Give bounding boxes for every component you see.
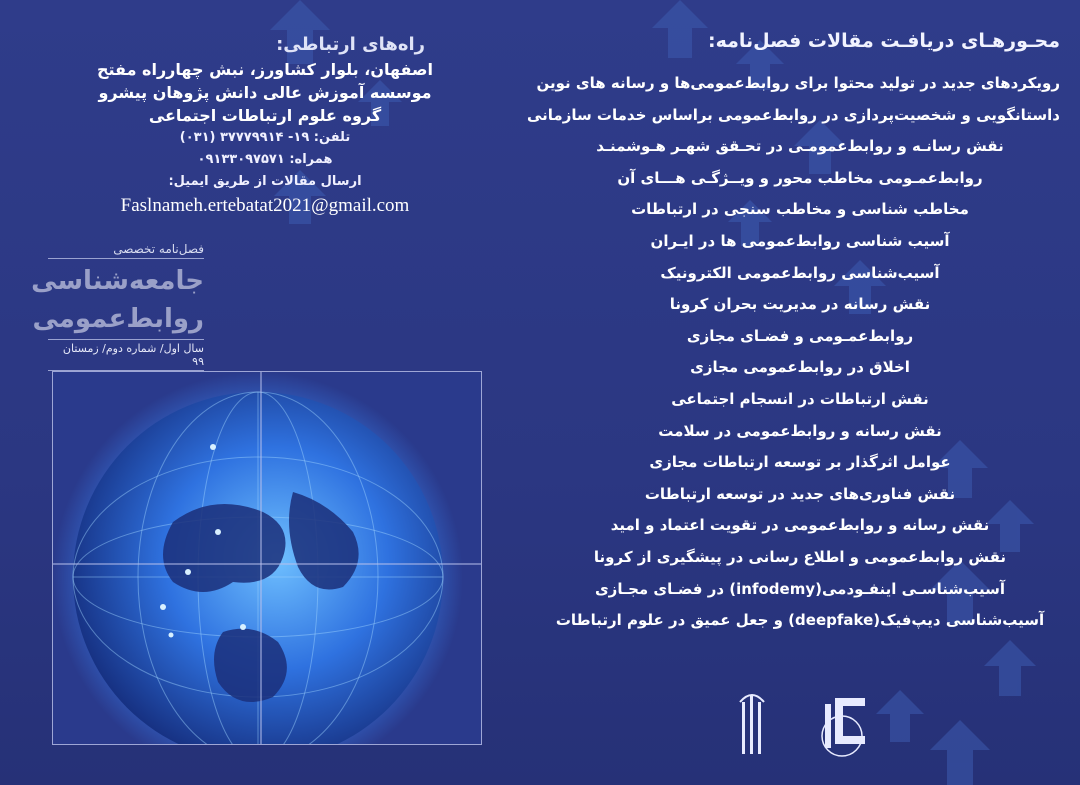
contact-title: راه‌های ارتباطی: (276, 34, 425, 55)
journal-name-line-2: روابط‌عمومی (32, 304, 204, 334)
topic-item: اخلاق در روابط‌عمومی مجازی (690, 358, 910, 377)
journal-type-label: فصل‌نامه تخصصی (48, 242, 204, 259)
topic-item: نقش فناوری‌های جدید در توسعه ارتباطات (644, 484, 956, 503)
topic-item: آسیب‌شناسی روابط‌عمومی الکترونیک (660, 263, 940, 282)
email-address[interactable]: Faslnameh.ertebatat2021@gmail.com (120, 195, 410, 216)
topic-item: نقش رسانـه و روابط‌عمومـی در تحـقق شهـر هـوشمنـد (596, 137, 1004, 156)
topic-item: نقش رسانه و روابط‌عمومی در تقویت اعتماد و امید (610, 516, 990, 535)
topic-item: عوامل اثرگذار بر توسعه ارتباطات مجازی (649, 453, 951, 472)
topic-item: آسیب‌شناسی دیپ‌فیک(deepfake) و جعل عمیق در علوم ارتباطات (555, 611, 1045, 630)
institute-name: موسسه آموزش عالی دانش پژوهان پیشرو (98, 83, 432, 102)
topic-item: روابط‌عمـومی مخاطب محور و ویــژگـی هـــای آن (617, 168, 983, 187)
topic-item: نقش رسانه در مدیریت بحران کرونا (669, 295, 931, 314)
topics-list (526, 68, 1060, 637)
topic-item: نقش ارتباطات در انسجام اجتماعی (671, 389, 929, 408)
topic-item: رویکردهای جدید در تولید محتوا برای روابط‌عمومی‌ها و رسانه‌ های نوین (536, 74, 1060, 92)
email-label: ارسال مقالات از طریق ایمیل: (168, 174, 362, 189)
globe-illustration (53, 372, 481, 744)
topic-item: آسیب شناسی روابط‌عمومی ها در ایـران (650, 231, 950, 250)
topics-title: محـورهـای دریافـت مقالات فصل‌نامه: (708, 30, 1060, 52)
globe-image (52, 371, 482, 745)
institution-logos (730, 688, 890, 768)
phone-number: تلفن: ۱۹- ۳۷۷۷۹۹۱۴ (۰۳۱) (179, 130, 351, 145)
topic-item: روابط‌عمـومی و فضـای مجازی (686, 326, 914, 345)
journal-issue: سال اول/ شماره دوم/ زمستان ۹۹ (48, 339, 204, 371)
contact-panel (95, 32, 435, 219)
journal-badge (31, 242, 204, 387)
address-line: اصفهان، بلوار کشاورز، نبش چهارراه مفتح (96, 60, 433, 79)
topic-item: نقش روابط‌عمومی و اطلاع رسانی در پیشگیری از کرونا (593, 547, 1007, 566)
topic-item: نقش رسانه و روابط‌عمومی در سلامت (658, 421, 942, 440)
topic-item: داستانگویی و شخصیت‌پردازی در روابط‌عمومی براساس خدمات سازمانی (526, 105, 1060, 124)
topic-item: آسیب‌شناسـی اینفـودمی(infodemy) در فضـای مجـازی (594, 579, 1006, 598)
mobile-number: همراه: ۰۹۱۳۳۰۹۷۵۷۱ (197, 152, 333, 167)
journal-name-line-1: جامعه‌شناسی (31, 266, 204, 296)
topic-item: مخاطب شناسی و مخاطب سنجی در ارتباطات (631, 200, 969, 219)
department-name: گروه علوم ارتباطات اجتماعی (148, 106, 382, 125)
